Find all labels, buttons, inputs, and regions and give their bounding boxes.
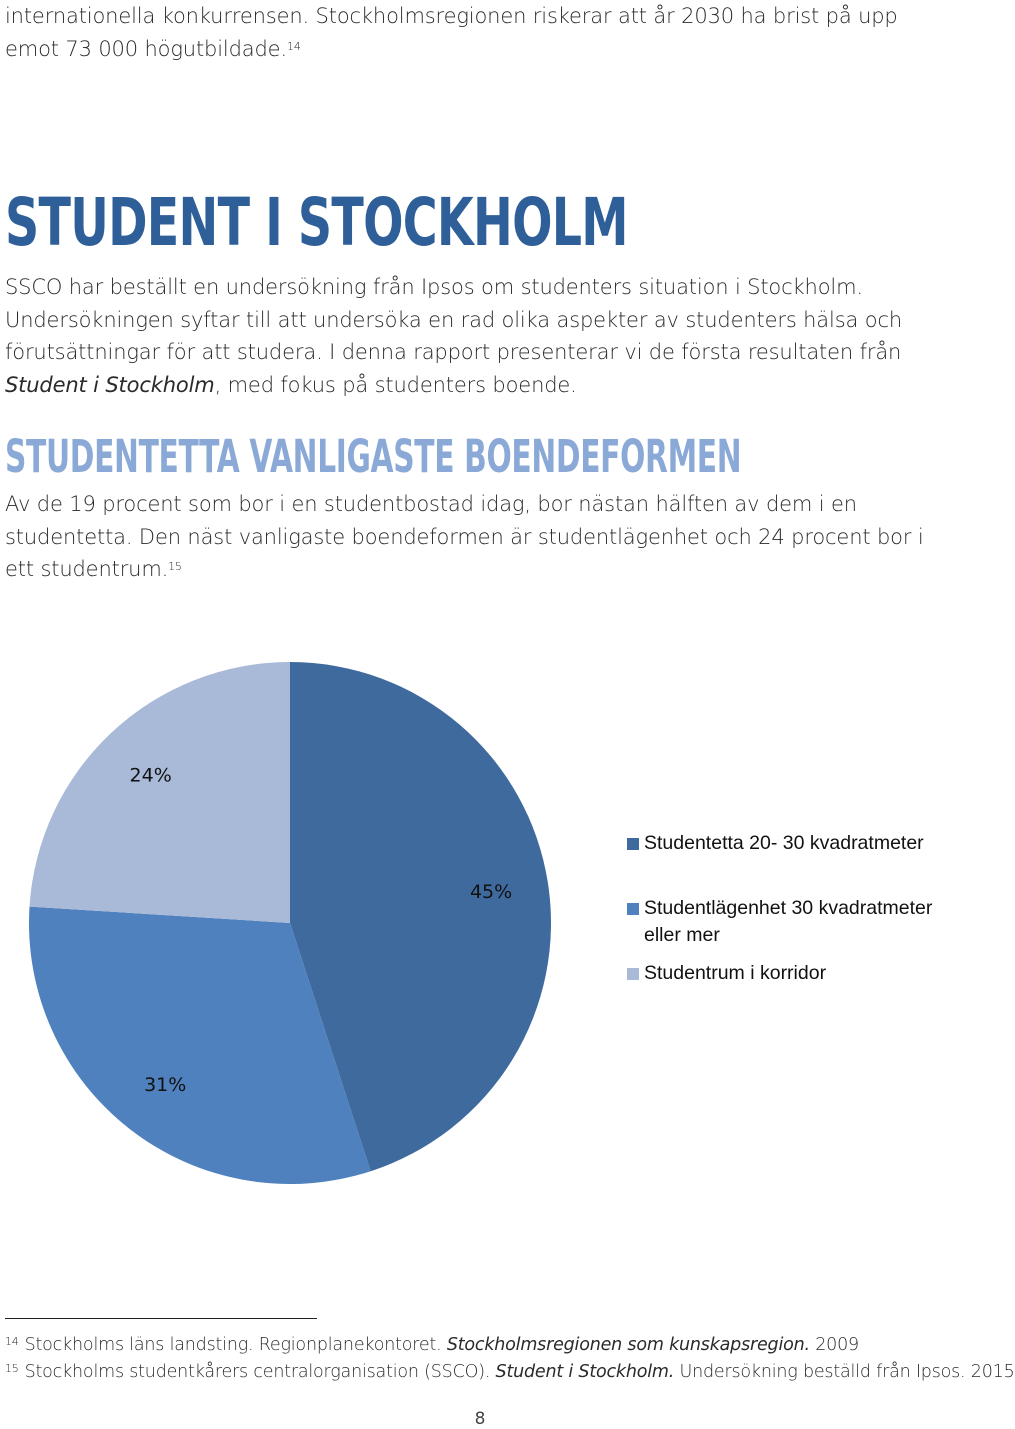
subsection-title: STUDENTETTA VANLIGASTE BOENDEFORMEN: [5, 430, 742, 483]
section-text-italic: Student i Stockholm: [5, 372, 215, 397]
page-number: 8: [474, 1409, 486, 1429]
legend-swatch-studentetta: [627, 838, 639, 850]
intro-paragraph-tail: [5, 0, 956, 65]
intro-text: internationella konkurrensen. Stockholmsregionen riskerar att år 2030 ha brist på upp emot 73 000 högutbildade.: [5, 4, 898, 61]
legend-label-studentrum: Studentrum i korridor: [644, 962, 827, 984]
footnote-text-end: Undersökning beställd från Ipsos. 2015: [674, 1362, 1015, 1382]
footnote-text: Stockholms studentkårers centralorganisation (SSCO).: [24, 1362, 496, 1382]
pie-chart: [0, 640, 600, 1200]
legend-label-studentlagenhet: Studentlägenhet 30 kvadratmeter eller mer: [644, 897, 933, 946]
legend-label-studentetta: Studentetta 20- 30 kvadratmeter: [644, 832, 924, 854]
footnote-italic: Stockholmsregionen som kunskapsregion.: [446, 1335, 810, 1355]
pie-label-studentlagenhet: 31%: [144, 1073, 187, 1096]
footnote-number: 14: [5, 1335, 19, 1348]
footnote-italic: Student i Stockholm.: [495, 1362, 675, 1382]
pie-slice-studentrum: [30, 662, 290, 923]
legend-swatch-studentrum: [627, 968, 639, 980]
pie-label-studentrum: 24%: [129, 764, 172, 787]
footnote-number: 15: [5, 1362, 19, 1375]
footnote-ref-15[interactable]: 15: [168, 560, 182, 573]
section-paragraph: [5, 271, 956, 401]
section-text-2: , med fokus på studenters boende.: [214, 372, 577, 397]
legend-swatch-studentlagenhet: [627, 903, 639, 915]
section-title: STUDENT I STOCKHOLM: [5, 184, 628, 261]
footnote-14: [5, 1333, 958, 1357]
chart-legend: [627, 830, 957, 987]
footnote-15: [5, 1360, 1015, 1384]
footnote-divider: [5, 1318, 317, 1319]
subsection-text: Av de 19 procent som bor i en studentbostad idag, bor nästan hälften av dem i en studentetta. Den näst vanligaste boendeformen är studentlägenhet och 24 procent bor i ett studentrum.: [5, 492, 924, 581]
legend-item-studentlagenhet: [627, 895, 957, 949]
pie-label-studentetta: 45%: [469, 881, 513, 904]
footnote-text-end: 2009: [809, 1335, 859, 1355]
subsection-paragraph: [5, 488, 956, 586]
legend-item-studentetta: [627, 830, 957, 857]
section-text-1: SSCO har beställt en undersökning från Ipsos om studenters situation i Stockholm. Undersökningen syftar till att undersöka en rad olika aspekter av studenters hälsa och förutsättningar för att studera. I denna rapport presenterar vi de första resultaten från: [5, 275, 903, 364]
footnote-text: Stockholms läns landsting. Regionplanekontoret.: [24, 1335, 447, 1355]
legend-item-studentrum: [627, 960, 957, 987]
footnote-ref-14[interactable]: 14: [286, 39, 301, 53]
